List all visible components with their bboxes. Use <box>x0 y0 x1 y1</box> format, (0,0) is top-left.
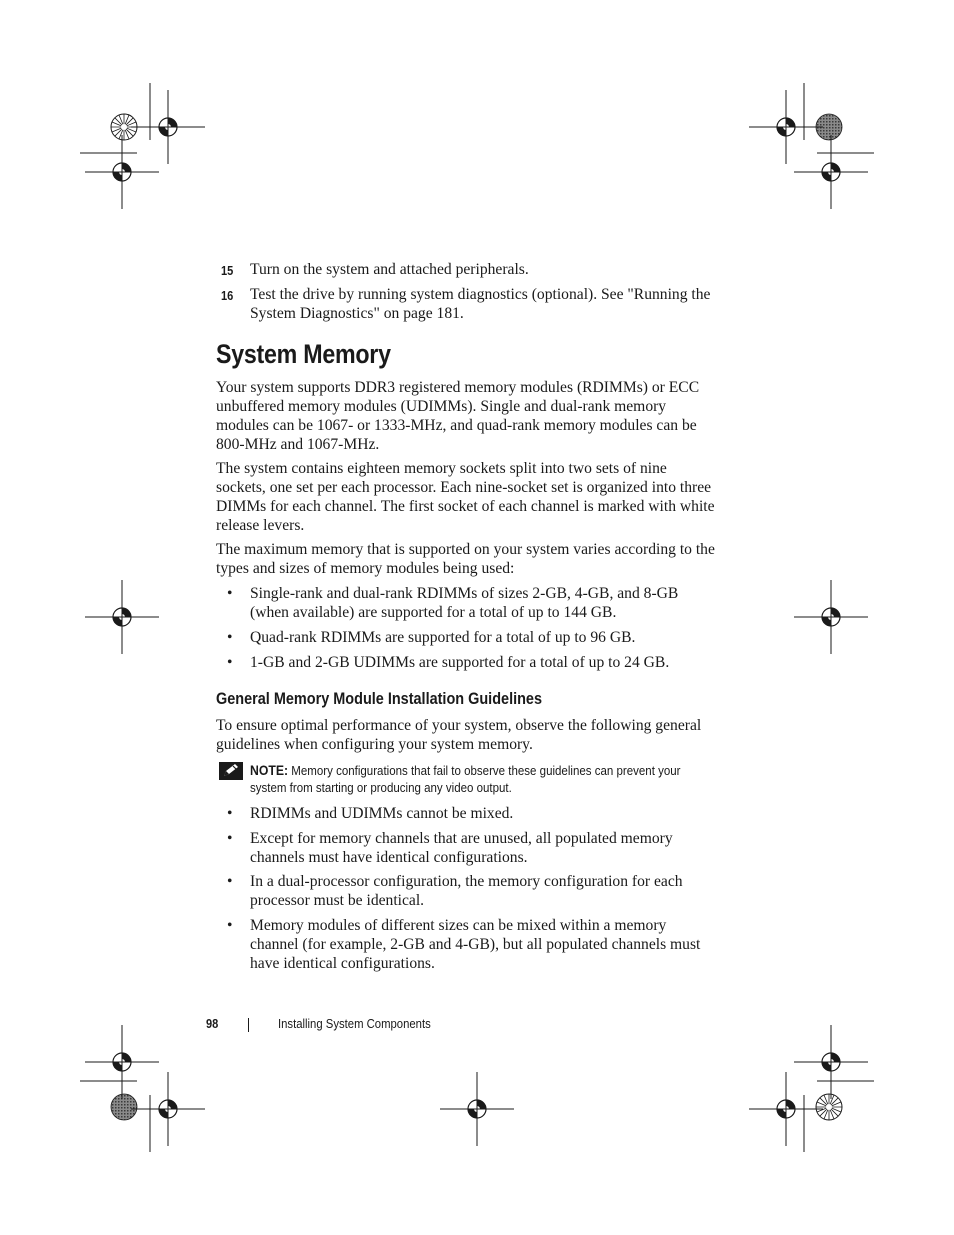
step-16 <box>216 285 716 323</box>
list-item <box>216 653 716 672</box>
bullet-glyph: • <box>227 805 233 822</box>
list-item-text: Memory modules of different sizes can be mixed within a memory channel (for example, 2-GB and 4-GB), but all populated channels must have identical configurations. <box>250 917 701 972</box>
chapter-title: Installing System Components <box>278 1016 431 1031</box>
list-item <box>216 628 716 647</box>
page-number: 98 <box>206 1016 219 1031</box>
bullet-glyph: • <box>227 830 233 847</box>
note-pencil-icon <box>219 762 243 780</box>
note-label: NOTE: <box>250 763 289 778</box>
step-text: Turn on the system and attached peripherals. <box>250 261 529 278</box>
bullet-glyph: • <box>227 629 233 646</box>
list-item <box>216 804 716 823</box>
section-paragraph: The system contains eighteen memory sockets split into two sets of nine sockets, one set per each processor. Each nine-socket set is organized into three DIMMs for each channel. The first socket of each channel is marked with white release levers. <box>216 460 715 534</box>
note-callout <box>216 762 716 796</box>
section-paragraph: Your system supports DDR3 registered memory modules (RDIMMs) or ECC unbuffered memory modules (UDIMMs). Single and dual-rank memory modules can be 1067- or 1333-MHz, and quad-rank memory modules can be 800-MHz and 1067-MHz. <box>216 379 700 453</box>
step-number: 15 <box>221 263 234 278</box>
bullet-glyph: • <box>227 873 233 890</box>
footer-divider <box>248 1018 249 1032</box>
bullet-glyph: • <box>227 917 233 934</box>
list-item-text: In a dual-processor configuration, the memory configuration for each processor must be identical. <box>250 873 683 909</box>
section-paragraph: The maximum memory that is supported on your system varies according to the types and sizes of memory modules being used: <box>216 541 715 577</box>
list-item <box>216 916 716 973</box>
section-title: System Memory <box>216 339 391 369</box>
step-text: Test the drive by running system diagnostics (optional). See "Running the System Diagnostics" on page 181. <box>250 286 711 322</box>
bullet-glyph: • <box>227 654 233 671</box>
list-item <box>216 872 716 910</box>
list-item <box>216 829 716 867</box>
list-item-text: Except for memory channels that are unused, all populated memory channels must have identical configurations. <box>250 830 673 866</box>
list-item-text: Single-rank and dual-rank RDIMMs of sizes 2-GB, 4-GB, and 8-GB (when available) are supported for a total of up to 144 GB. <box>250 585 679 621</box>
subsection-intro: To ensure optimal performance of your system, observe the following general guidelines when configuring your system memory. <box>216 717 702 753</box>
note-text: Memory configurations that fail to observe these guidelines can prevent your system from starting or producing any video output. <box>250 763 681 795</box>
step-15 <box>216 260 716 279</box>
list-item <box>216 584 716 622</box>
list-item-text: Quad-rank RDIMMs are supported for a total of up to 96 GB. <box>250 629 636 646</box>
step-number: 16 <box>221 288 234 303</box>
list-item-text: RDIMMs and UDIMMs cannot be mixed. <box>250 805 514 822</box>
subsection-title: General Memory Module Installation Guidelines <box>216 689 543 708</box>
note-body <box>250 762 718 796</box>
bullet-glyph: • <box>227 585 233 602</box>
list-item-text: 1-GB and 2-GB UDIMMs are supported for a total of up to 24 GB. <box>250 654 670 671</box>
